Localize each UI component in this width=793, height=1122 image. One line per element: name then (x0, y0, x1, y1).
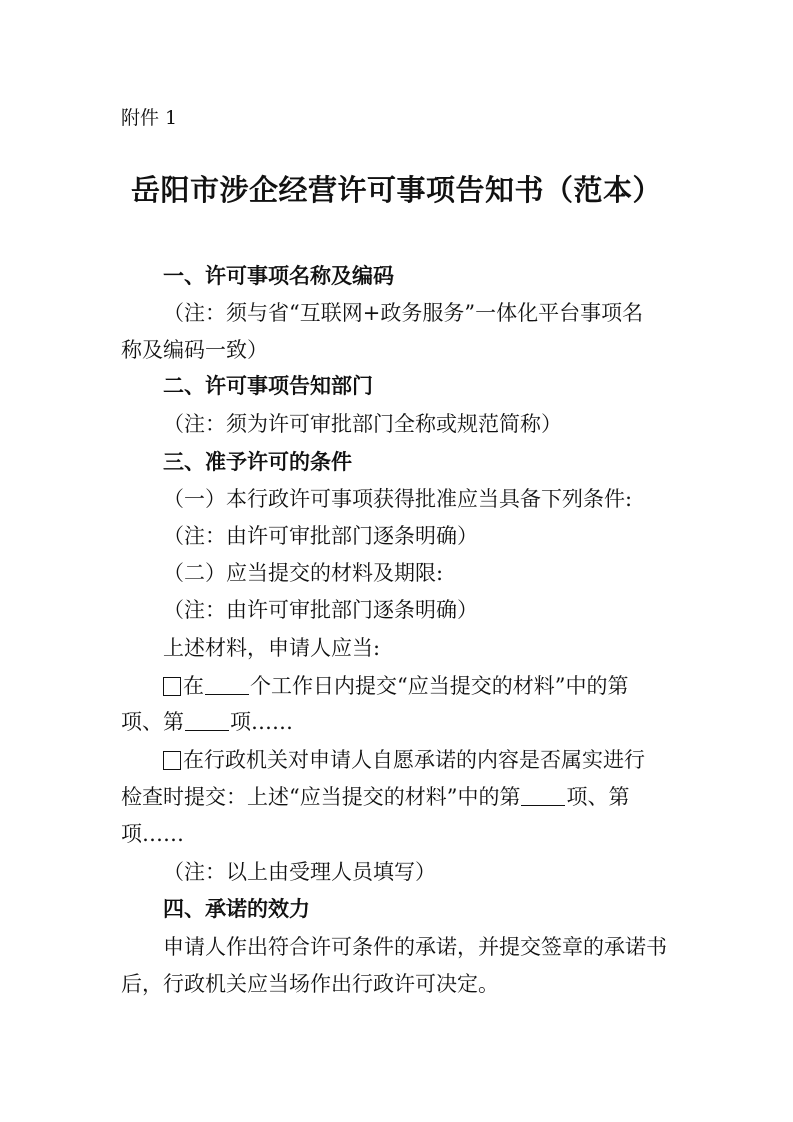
attachment-label: 附件 1 (121, 107, 178, 129)
option2-line2-text-a: 检查时提交：上述“应当提交的材料”中的第 (121, 785, 521, 809)
section3-sub2-note: （注：由许可审批部门逐条明确） (163, 598, 478, 622)
section1-note-line1: （注：须与省“互联网+政务服务”一体化平台事项名 (163, 301, 644, 325)
option1-item-blank[interactable] (185, 710, 229, 731)
option1-text-b: 个工作日内提交“应当提交的材料”中的第 (250, 674, 629, 698)
option2-line2-text-b: 项、第 (566, 785, 630, 809)
option2-text: 在行政机关对申请人自愿承诺的内容是否属实进行 (183, 748, 645, 772)
section3-heading: 三、准予许可的条件 (163, 450, 352, 474)
option1-days-blank[interactable] (205, 674, 249, 695)
option1-line2 (121, 710, 293, 734)
section4-heading: 四、承诺的效力 (163, 897, 310, 921)
option2-item-blank[interactable] (521, 785, 565, 806)
option2-checkbox[interactable] (163, 751, 181, 770)
section3-sub1-note: （注：由许可审批部门逐条明确） (163, 524, 478, 548)
option1-line2-text-a: 项、第 (121, 710, 184, 734)
section3-intro: 上述材料，申请人应当: (163, 636, 381, 660)
option2-line1 (163, 748, 645, 772)
section3-note: （注：以上由受理人员填写） (163, 860, 436, 884)
option2-line3: 项…… (121, 822, 184, 846)
option2-line2 (121, 785, 629, 809)
section4-body-line1: 申请人作出符合许可条件的承诺，并提交签章的承诺书 (163, 935, 667, 959)
section2-note: （注：须为许可审批部门全称或规范简称） (163, 412, 562, 436)
section3-sub1: （一）本行政许可事项获得批准应当具备下列条件: (163, 487, 633, 511)
section4-body-line2: 后，行政机关应当场作出行政许可决定。 (121, 972, 499, 996)
option1-line2-text-b: 项…… (230, 710, 293, 734)
section2-heading: 二、许可事项告知部门 (163, 374, 373, 398)
section1-note-line2: 称及编码一致） (121, 338, 268, 362)
option1-line1 (163, 674, 628, 698)
option1-text-a: 在 (183, 674, 204, 698)
section3-sub2: （二）应当提交的材料及期限: (163, 561, 444, 585)
section1-heading: 一、许可事项名称及编码 (163, 264, 394, 288)
option1-checkbox[interactable] (163, 677, 181, 696)
document-title: 岳阳市涉企经营许可事项告知书（范本） (130, 173, 662, 207)
